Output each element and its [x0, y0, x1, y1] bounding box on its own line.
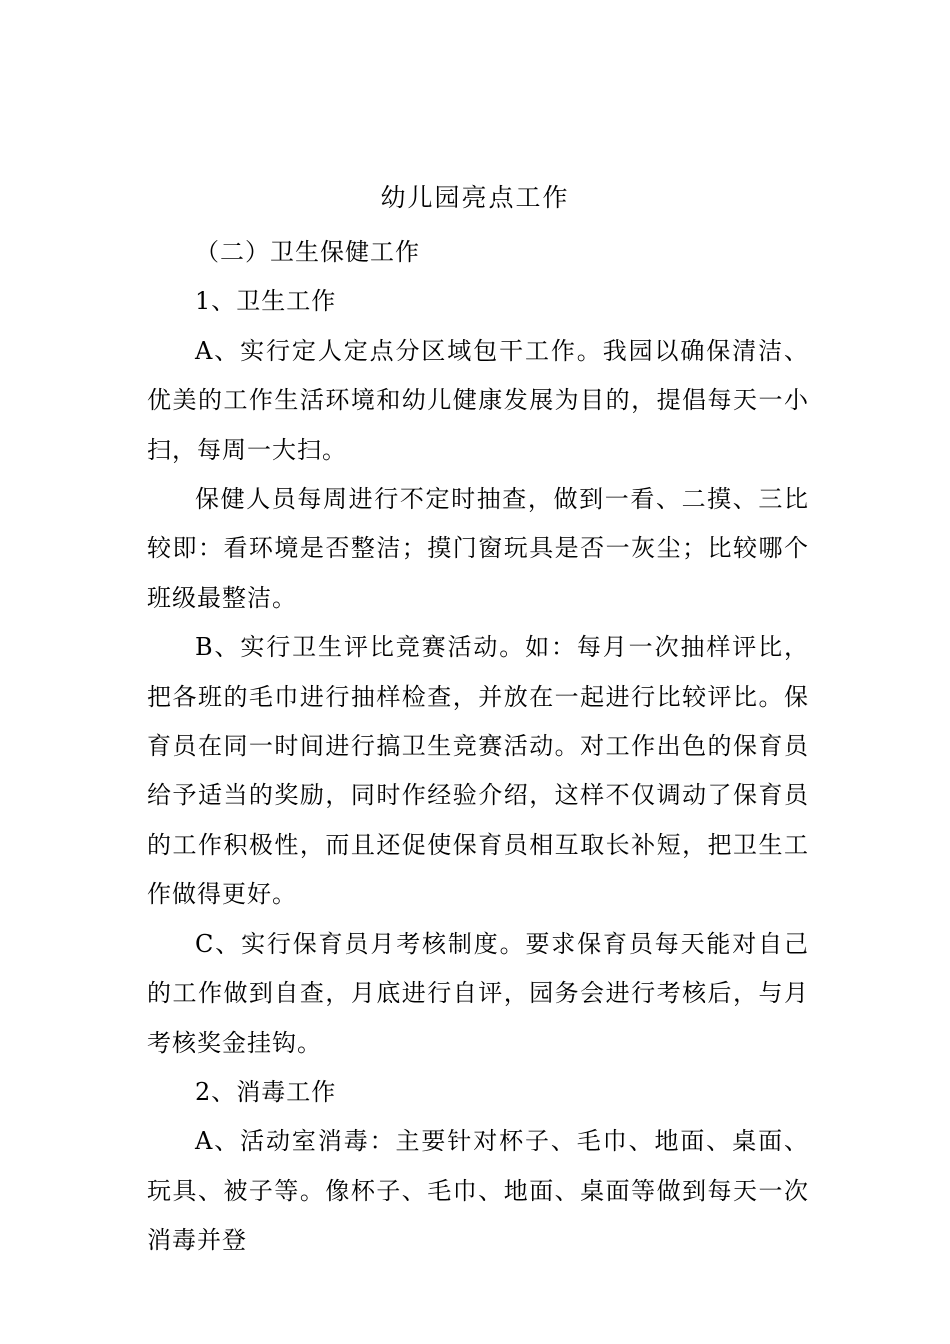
paragraph-disinfection-a: A、活动室消毒：主要针对杯子、毛巾、地面、桌面、玩具、被子等。像杯子、毛巾、地面、桌面等做到每天一次消毒并登: [147, 1127, 809, 1255]
section-heading-health-care: （二）卫生保健工作: [195, 238, 420, 266]
paragraph-hygiene-b: B、实行卫生评比竞赛活动。如：每月一次抽样评比，把各班的毛巾进行抽样检查，并放在一起进行比较评比。保育员在同一时间进行搞卫生竞赛活动。对工作出色的保育员给予适当的奖励，同时作经验介绍，这样不仅调动了保育员的工作积极性，而且还促使保育员相互取长补短，把卫生工作做得更好。: [147, 633, 809, 909]
document-body: [147, 228, 809, 1266]
paragraph-hygiene-a: A、实行定人定点分区域包干工作。我园以确保清洁、优美的工作生活环境和幼儿健康发展为目的，提倡每天一小扫，每周一大扫。: [147, 336, 809, 464]
paragraph-hygiene-c: C、实行保育员月考核制度。要求保育员每天能对自己的工作做到自查，月底进行自评，园务会进行考核后，与月考核奖金挂钩。: [147, 929, 809, 1057]
subsection-heading-disinfection: 2、消毒工作: [195, 1077, 337, 1106]
document-title: 幼儿园亮点工作: [380, 183, 570, 212]
subsection-heading-hygiene: 1、卫生工作: [195, 287, 337, 316]
paragraph-inspection: 保健人员每周进行不定时抽查，做到一看、二摸、三比较即：看环境是否整洁；摸门窗玩具是否一灰尘；比较哪个班级最整洁。: [147, 485, 809, 612]
